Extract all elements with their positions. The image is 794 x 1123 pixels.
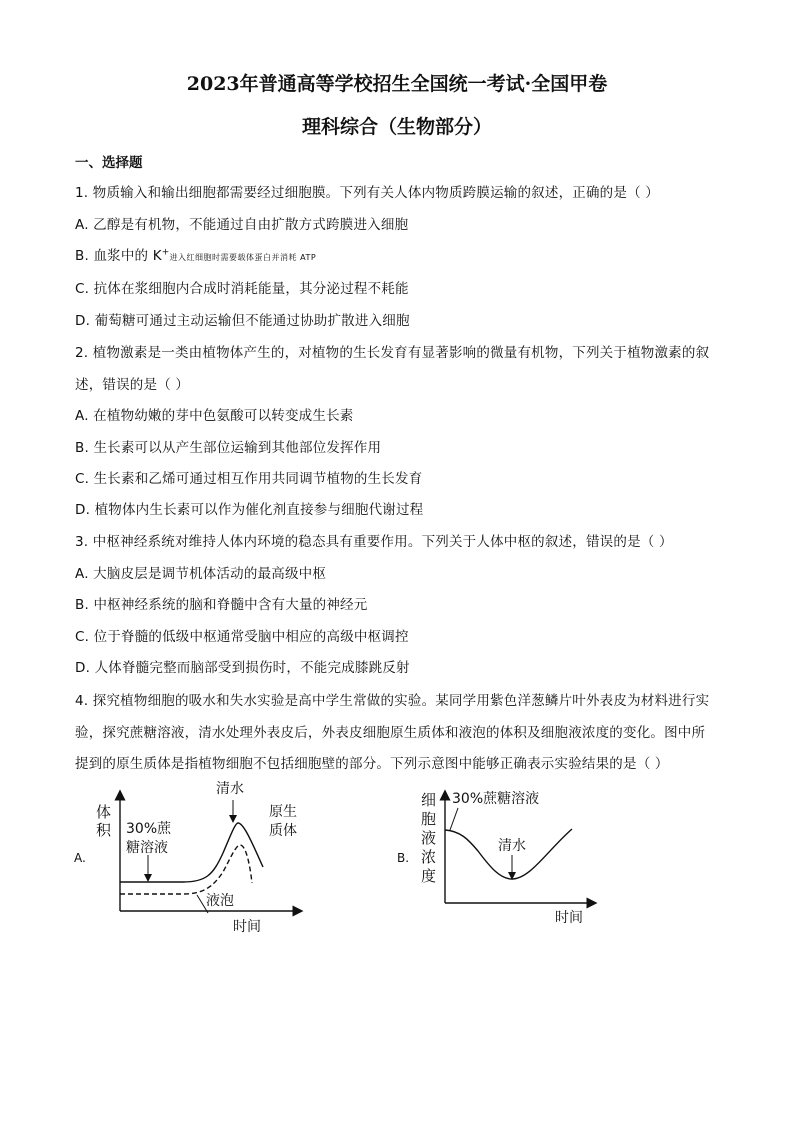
q4-stem-line3: 提到的原生质体是指植物细胞不包括细胞壁的部分。下列示意图中能够正确表示实验结果的是（ ）	[75, 756, 669, 772]
figure-b-xlabel: 时间	[555, 910, 583, 926]
figure-b-sucrose-label: 30%蔗糖溶液	[452, 791, 540, 807]
figure-b-ylabel-5: 度	[421, 867, 437, 885]
q2-stem-line2: 述，错误的是（ ）	[75, 377, 190, 393]
section-heading: 一、选择题	[75, 155, 143, 171]
figure-b-ylabel-3: 液	[421, 829, 437, 847]
q2-option-a: A. 在植物幼嫩的芽中色氨酸可以转变成生长素	[75, 408, 354, 424]
figure-b-ylabel-1: 细	[421, 791, 437, 809]
figure-b	[412, 785, 602, 930]
q2-option-b: B. 生长素可以从产生部位运输到其他部位发挥作用	[75, 440, 382, 456]
q1-option-c: C. 抗体在浆细胞内合成时消耗能量，其分泌过程不耗能	[75, 281, 409, 297]
q1-option-b-sup: +	[161, 247, 170, 258]
q3-option-a: A. 大脑皮层是调节机体活动的最高级中枢	[75, 566, 327, 582]
exam-title: 2023年普通高等学校招生全国统一考试·全国甲卷	[186, 73, 608, 95]
q1-stem: 1. 物质输入和输出细胞都需要经过细胞膜。下列有关人体内物质跨膜运输的叙述，正确的是（ ）	[75, 185, 659, 201]
figure-b-svg	[412, 785, 602, 930]
figure-b-option-label: B.	[397, 851, 410, 865]
figure-a-vacuole-label: 液泡	[206, 893, 234, 909]
figure-b-water-label: 清水	[498, 838, 526, 854]
figure-a-protoplast-label-2: 质体	[269, 823, 297, 839]
figure-a-sucrose-label-1: 30%蔗	[126, 821, 172, 837]
figure-b-concentration-curve	[445, 829, 572, 879]
figure-b-sucrose-pointer	[450, 808, 458, 830]
q4-stem-line1: 4. 探究植物细胞的吸水和失水实验是高中学生常做的实验。某同学用紫色洋葱鳞片叶外表皮为材料进行实	[75, 693, 710, 709]
figure-a-sucrose-label-2: 糖溶液	[126, 840, 168, 856]
figure-a-ylabel-2: 积	[96, 821, 112, 839]
figure-a-ylabel-1: 体	[96, 803, 112, 821]
q1-option-a: A. 乙醇是有机物，不能通过自由扩散方式跨膜进入细胞	[75, 217, 409, 233]
q1-option-b-prefix: B. 血浆中的 K	[75, 248, 162, 264]
figure-b-ylabel-2: 胞	[421, 810, 437, 828]
q3-stem: 3. 中枢神经系统对维持人体内环境的稳态具有重要作用。下列关于人体中枢的叙述，错误的是（ ）	[75, 534, 673, 550]
figure-a-water-label: 清水	[216, 781, 244, 797]
q1-option-d: D. 葡萄糖可通过主动运输但不能通过协助扩散进入细胞	[75, 313, 410, 329]
q1-option-b	[75, 244, 316, 264]
q3-option-d: D. 人体脊髓完整而脑部受到损伤时，不能完成膝跳反射	[75, 660, 410, 676]
figure-a-xlabel: 时间	[233, 919, 261, 935]
figure-b-ylabel-4: 浓	[421, 848, 437, 866]
exam-subtitle: 理科综合（生物部分）	[301, 116, 492, 138]
q3-option-c: C. 位于脊髓的低级中枢通常受脑中相应的高级中枢调控	[75, 629, 409, 645]
figure-a-protoplast-label-1: 原生	[269, 804, 297, 820]
q2-stem-line1: 2. 植物激素是一类由植物体产生的，对植物的生长发育有显著影响的微量有机物，下列关于植物激素的叙	[75, 345, 710, 361]
q3-option-b: B. 中枢神经系统的脑和脊髓中含有大量的神经元	[75, 597, 368, 613]
figure-a-option-label: A.	[74, 851, 86, 865]
figure-a	[88, 775, 308, 940]
q2-option-d: D. 植物体内生长素可以作为催化剂直接参与细胞代谢过程	[75, 502, 424, 518]
figure-a-svg	[88, 775, 308, 940]
q2-option-c: C. 生长素和乙烯可通过相互作用共同调节植物的生长发育	[75, 471, 423, 487]
q4-stem-line2: 验，探究蔗糖溶液，清水处理外表皮后，外表皮细胞原生质体和液泡的体积及细胞液浓度的变化。图中所	[75, 725, 706, 741]
q1-option-b-small: 进入红细胞时需要载体蛋白并消耗 ATP	[169, 253, 317, 262]
